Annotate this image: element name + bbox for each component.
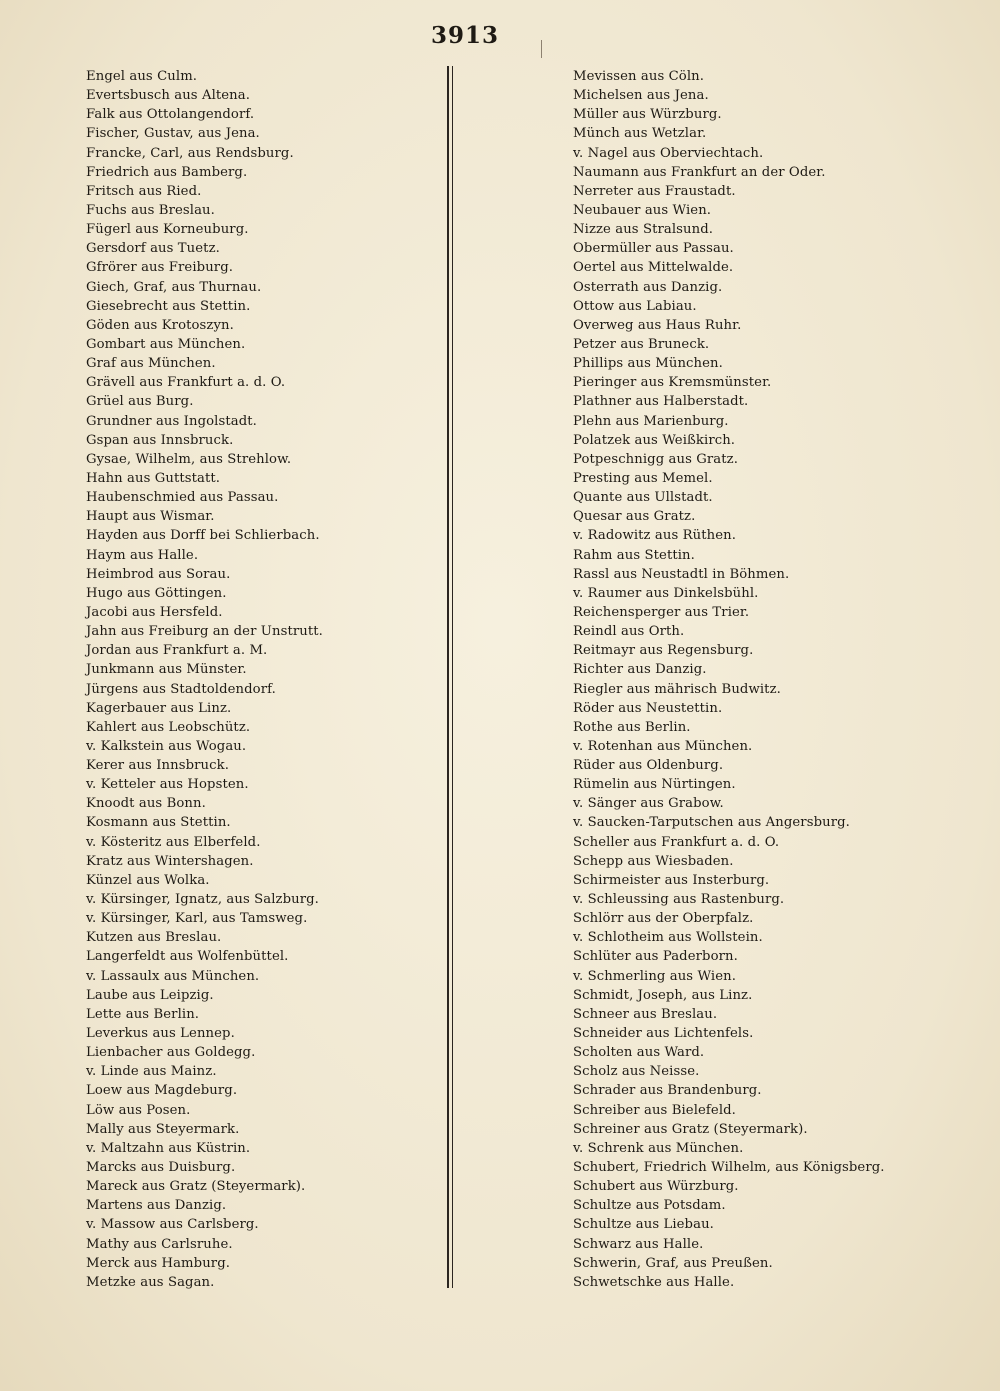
name-entry: Schwerin, Graf, aus Preußen.: [573, 1255, 773, 1271]
name-entry: Schrader aus Brandenburg.: [573, 1083, 762, 1099]
name-entry: Jacobi aus Hersfeld.: [86, 604, 223, 620]
name-entry: Schwetschke aus Halle.: [573, 1274, 735, 1290]
name-entry: Schneer aus Breslau.: [573, 1006, 718, 1022]
name-entry: v. Ketteler aus Hopsten.: [86, 777, 249, 793]
name-entry: Ottow aus Labiau.: [573, 298, 697, 314]
name-entry: Nerreter aus Fraustadt.: [573, 183, 736, 199]
name-entry: Schmidt, Joseph, aus Linz.: [573, 987, 753, 1003]
column-divider-thin: [452, 66, 453, 1288]
name-entry: v. Schrenk aus München.: [573, 1140, 744, 1156]
name-entry: Merck aus Hamburg.: [86, 1255, 231, 1271]
name-entry: Schlüter aus Paderborn.: [573, 949, 738, 965]
name-entry: Hahn aus Guttstatt.: [86, 470, 221, 486]
name-entry: v. Sänger aus Grabow.: [573, 796, 724, 812]
name-entry: Osterrath aus Danzig.: [573, 279, 723, 295]
name-entry: Haubenschmied aus Passau.: [86, 490, 279, 506]
name-entry: Reitmayr aus Regensburg.: [573, 643, 754, 659]
name-entry: v. Maltzahn aus Küstrin.: [86, 1140, 251, 1156]
name-entry: Graf aus München.: [86, 356, 216, 372]
name-entry: Fischer, Gustav, aus Jena.: [86, 126, 260, 142]
name-entry: Petzer aus Bruneck.: [573, 336, 710, 352]
name-entry: v. Nagel aus Oberviechtach.: [573, 145, 764, 161]
page-number: 3913: [430, 22, 499, 49]
name-entry: Grüel aus Burg.: [86, 394, 194, 410]
name-entry: Reindl aus Orth.: [573, 624, 685, 640]
name-entry: Lienbacher aus Goldegg.: [86, 1045, 256, 1061]
name-entry: v. Schlotheim aus Wollstein.: [573, 930, 763, 946]
name-entry: Mathy aus Carlsruhe.: [86, 1236, 233, 1252]
name-entry: Evertsbusch aus Altena.: [86, 88, 251, 104]
name-entry: Rothe aus Berlin.: [573, 719, 691, 735]
name-entry: Künzel aus Wolka.: [86, 872, 210, 888]
name-entry: v. Kösteritz aus Elberfeld.: [86, 834, 261, 850]
left-column: [86, 67, 436, 1292]
name-entry: Scheller aus Frankfurt a. d. O.: [573, 834, 780, 850]
name-entry: Rümelin aus Nürtingen.: [573, 777, 736, 793]
name-entry: Schultze aus Potsdam.: [573, 1198, 726, 1214]
name-entry: Potpeschnigg aus Gratz.: [573, 451, 739, 467]
name-entry: Oertel aus Mittelwalde.: [573, 260, 734, 276]
name-entry: Richter aus Danzig.: [573, 662, 707, 678]
name-entry: Knoodt aus Bonn.: [86, 796, 206, 812]
name-entry: v. Radowitz aus Rüthen.: [573, 528, 737, 544]
name-entry: Langerfeldt aus Wolfenbüttel.: [86, 949, 289, 965]
name-entry: Obermüller aus Passau.: [573, 241, 734, 257]
name-entry: Neubauer aus Wien.: [573, 202, 712, 218]
name-entry: Grävell aus Frankfurt a. d. O.: [86, 375, 286, 391]
name-entry: Jürgens aus Stadtoldendorf.: [86, 681, 276, 697]
name-entry: Schneider aus Lichtenfels.: [573, 1026, 754, 1042]
name-entry: v. Schleussing aus Rastenburg.: [573, 892, 785, 908]
name-entry: v. Kürsinger, Karl, aus Tamsweg.: [86, 911, 308, 927]
name-entry: Polatzek aus Weißkirch.: [573, 432, 736, 448]
name-entry: Laube aus Leipzig.: [86, 987, 214, 1003]
name-entry: Michelsen aus Jena.: [573, 88, 709, 104]
name-entry: Giech, Graf, aus Thurnau.: [86, 279, 262, 295]
name-entry: Scholz aus Neisse.: [573, 1064, 700, 1080]
name-entry: Schlörr aus der Oberpfalz.: [573, 911, 754, 927]
name-entry: Rüder aus Oldenburg.: [573, 758, 724, 774]
name-entry: Gfrörer aus Freiburg.: [86, 260, 234, 276]
name-entry: Naumann aus Frankfurt an der Oder.: [573, 164, 826, 180]
name-entry: Grundner aus Ingolstadt.: [86, 413, 257, 429]
name-entry: Reichensperger aus Trier.: [573, 604, 750, 620]
name-entry: v. Lassaulx aus München.: [86, 968, 260, 984]
name-entry: Münch aus Wetzlar.: [573, 126, 707, 142]
name-entry: Hayden aus Dorff bei Schlierbach.: [86, 528, 320, 544]
name-entry: Kutzen aus Breslau.: [86, 930, 222, 946]
name-entry: Mevissen aus Cöln.: [573, 69, 705, 84]
column-divider: [447, 66, 449, 1288]
name-entry: Friedrich aus Bamberg.: [86, 164, 248, 180]
name-entry: Schreiner aus Gratz (Steyermark).: [573, 1121, 808, 1137]
name-entry: Leverkus aus Lennep.: [86, 1026, 235, 1042]
name-entry: Haym aus Halle.: [86, 547, 199, 563]
name-entry: Rassl aus Neustadtl in Böhmen.: [573, 566, 790, 582]
name-entry: Lette aus Berlin.: [86, 1006, 200, 1022]
name-entry: Gombart aus München.: [86, 336, 246, 352]
name-entry: Gersdorf aus Tuetz.: [86, 241, 220, 257]
name-entry: Schultze aus Liebau.: [573, 1217, 714, 1233]
name-entry: Kratz aus Wintershagen.: [86, 853, 254, 869]
name-entry: Röder aus Neustettin.: [573, 700, 723, 716]
name-entry: Jahn aus Freiburg an der Unstrutt.: [86, 624, 323, 640]
name-entry: Jordan aus Frankfurt a. M.: [86, 643, 268, 659]
name-entry: Göden aus Krotoszyn.: [86, 317, 234, 333]
name-entry: Loew aus Magdeburg.: [86, 1083, 238, 1099]
name-entry: Francke, Carl, aus Rendsburg.: [86, 145, 294, 161]
name-entry: Gspan aus Innsbruck.: [86, 432, 234, 448]
name-entry: Kerer aus Innsbruck.: [86, 758, 229, 774]
name-entry: Fritsch aus Ried.: [86, 183, 202, 199]
name-entry: v. Rotenhan aus München.: [573, 738, 753, 754]
right-column: [573, 67, 973, 1292]
name-entry: Schreiber aus Bielefeld.: [573, 1102, 736, 1118]
name-entry: Mally aus Steyermark.: [86, 1121, 240, 1137]
name-entry: Overweg aus Haus Ruhr.: [573, 317, 742, 333]
page-mark: [541, 40, 542, 58]
name-entry: v. Raumer aus Dinkelsbühl.: [573, 585, 759, 601]
name-entry: Rahm aus Stettin.: [573, 547, 695, 563]
name-entry: v. Kalkstein aus Wogau.: [86, 738, 247, 754]
name-entry: v. Massow aus Carlsberg.: [86, 1217, 259, 1233]
name-entry: Martens aus Danzig.: [86, 1198, 227, 1214]
name-entry: Schubert aus Würzburg.: [573, 1179, 739, 1195]
name-entry: Schirmeister aus Insterburg.: [573, 872, 770, 888]
name-entry: Hugo aus Göttingen.: [86, 585, 227, 601]
name-entry: Kosmann aus Stettin.: [86, 815, 231, 831]
name-entry: v. Schmerling aus Wien.: [573, 968, 737, 984]
name-entry: v. Linde aus Mainz.: [86, 1064, 217, 1080]
name-entry: v. Kürsinger, Ignatz, aus Salzburg.: [86, 892, 319, 908]
name-entry: Metzke aus Sagan.: [86, 1274, 215, 1290]
name-entry: v. Saucken-Tarputschen aus Angersburg.: [573, 815, 850, 831]
name-entry: Schepp aus Wiesbaden.: [573, 853, 734, 869]
name-entry: Pieringer aus Kremsmünster.: [573, 375, 772, 391]
name-entry: Quante aus Ullstadt.: [573, 490, 713, 506]
name-entry: Riegler aus mährisch Budwitz.: [573, 681, 781, 697]
name-entry: Junkmann aus Münster.: [86, 662, 247, 678]
name-entry: Müller aus Würzburg.: [573, 107, 722, 123]
name-entry: Plehn aus Marienburg.: [573, 413, 729, 429]
name-entry: Giesebrecht aus Stettin.: [86, 298, 251, 314]
name-entry: Fuchs aus Breslau.: [86, 202, 215, 218]
name-entry: Presting aus Memel.: [573, 470, 713, 486]
name-entry: Haupt aus Wismar.: [86, 509, 215, 525]
name-entry: Plathner aus Halberstadt.: [573, 394, 749, 410]
name-entry: Marcks aus Duisburg.: [86, 1160, 236, 1176]
name-entry: Schwarz aus Halle.: [573, 1236, 704, 1252]
name-entry: Kahlert aus Leobschütz.: [86, 719, 251, 735]
name-entry: Mareck aus Gratz (Steyermark).: [86, 1179, 306, 1195]
name-entry: Phillips aus München.: [573, 356, 723, 372]
name-entry: Scholten aus Ward.: [573, 1045, 705, 1061]
name-entry: Löw aus Posen.: [86, 1102, 191, 1118]
name-entry: Falk aus Ottolangendorf.: [86, 107, 255, 123]
name-entry: Fügerl aus Korneuburg.: [86, 222, 249, 238]
name-entry: Kagerbauer aus Linz.: [86, 700, 232, 716]
name-entry: Quesar aus Gratz.: [573, 509, 696, 525]
name-entry: Gysae, Wilhelm, aus Strehlow.: [86, 451, 292, 467]
name-entry: Schubert, Friedrich Wilhelm, aus Königsberg.: [573, 1160, 885, 1176]
name-entry: Heimbrod aus Sorau.: [86, 566, 231, 582]
name-entry: Engel aus Culm.: [86, 69, 198, 84]
name-entry: Nizze aus Stralsund.: [573, 222, 714, 238]
